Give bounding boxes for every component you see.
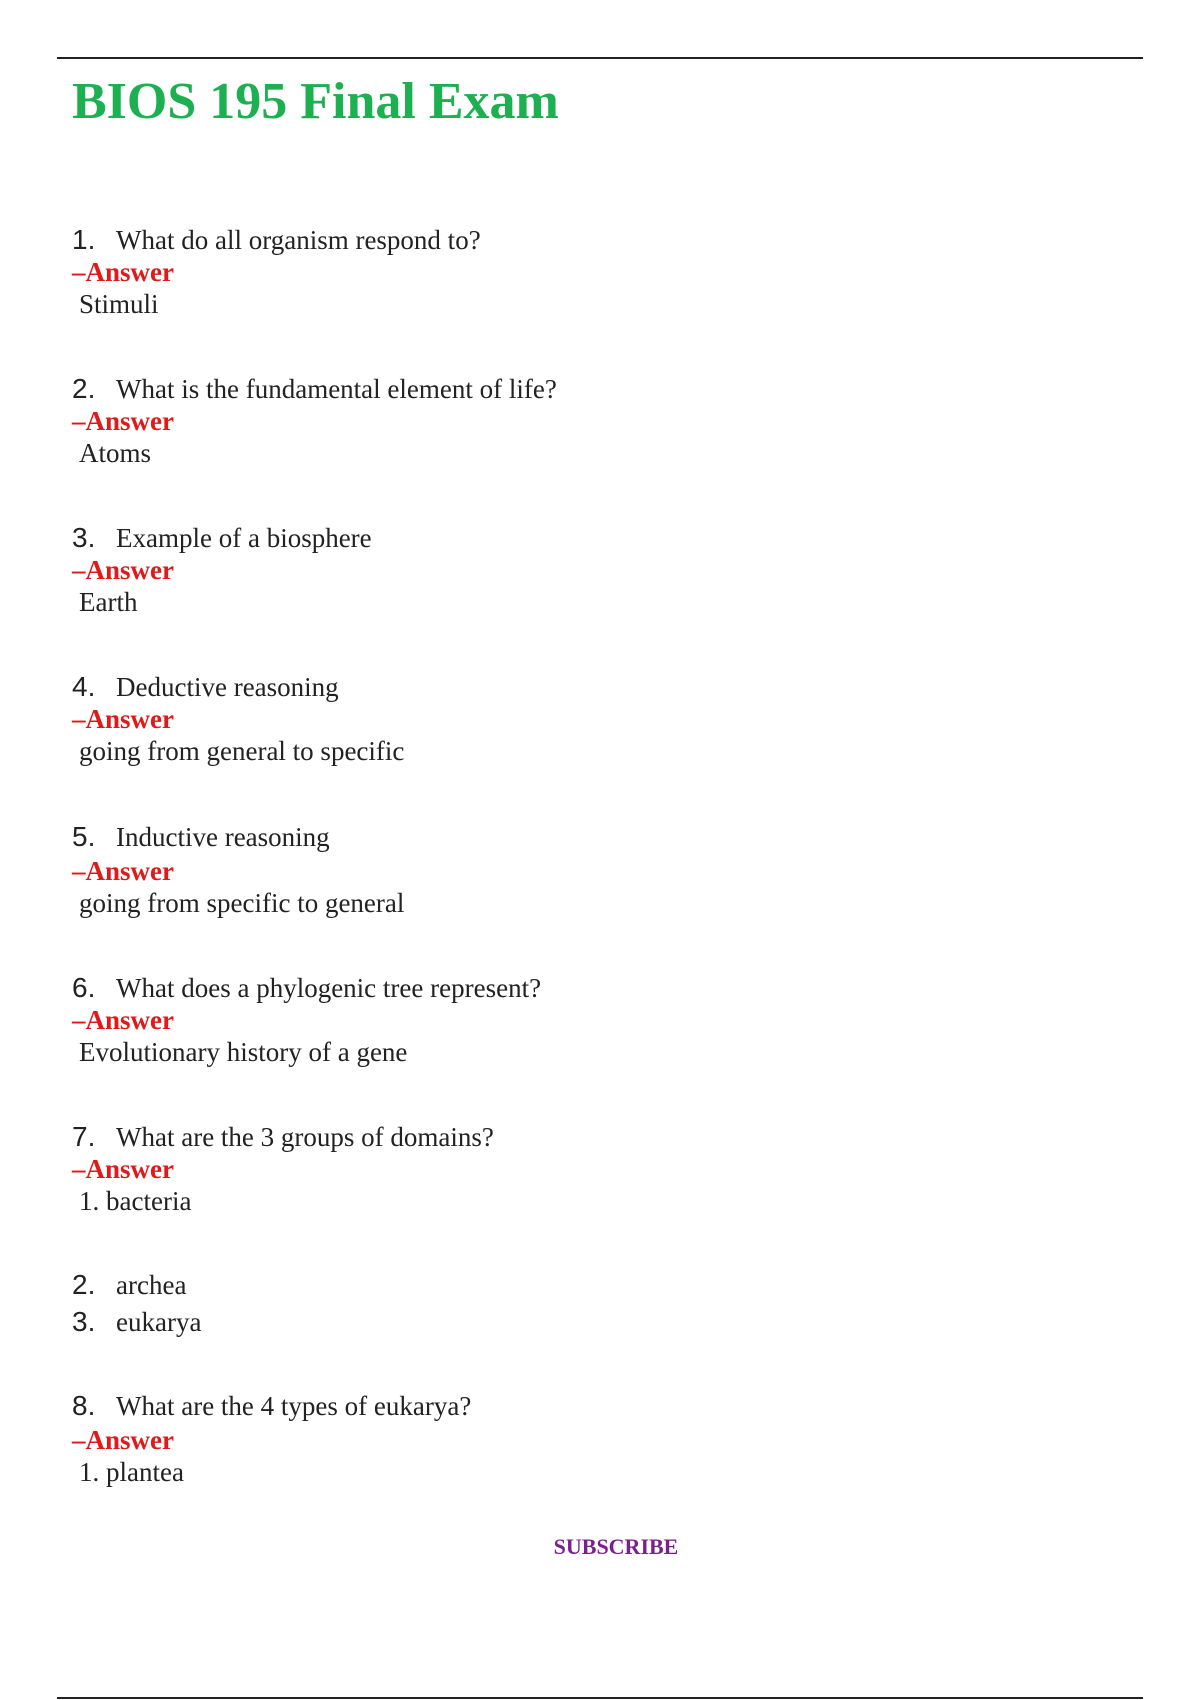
question-6 (72, 971, 541, 1005)
question-5 (72, 820, 330, 854)
question-4 (72, 670, 339, 704)
question-text: Example of a biosphere (116, 523, 372, 553)
answer-label: –Answer (72, 257, 174, 287)
answer-text: 1. plantea (79, 1457, 184, 1487)
answer-label: –Answer (72, 1154, 174, 1184)
question-text: What is the fundamental element of life? (116, 374, 557, 404)
list-number: 2. (72, 1269, 96, 1300)
question-text: What are the 4 types of eukarya? (116, 1391, 472, 1421)
answer-text: Stimuli (79, 289, 159, 319)
answer-label: –Answer (72, 406, 174, 436)
question-1 (72, 223, 481, 257)
question-number: 6. (72, 972, 96, 1003)
question-8 (72, 1389, 471, 1423)
question-text: What do all organism respond to? (116, 225, 481, 255)
question-number: 1. (72, 224, 96, 255)
answer-text: going from specific to general (79, 888, 405, 918)
bottom-rule (57, 1697, 1143, 1699)
answer-text: 1. bacteria (79, 1186, 192, 1216)
question-2 (72, 372, 557, 406)
answer-label: –Answer (72, 1005, 174, 1035)
top-rule (57, 57, 1143, 59)
page-title: BIOS 195 Final Exam (72, 73, 559, 130)
question-number: 8. (72, 1390, 96, 1421)
question-number: 4. (72, 671, 96, 702)
question-number: 3. (72, 522, 96, 553)
list-text: eukarya (116, 1307, 202, 1337)
answer-text: Atoms (79, 438, 152, 468)
question-text: What are the 3 groups of domains? (116, 1122, 494, 1152)
question-text: What does a phylogenic tree represent? (116, 973, 542, 1003)
answer-label: –Answer (72, 856, 174, 886)
question-number: 2. (72, 373, 96, 404)
question-3 (72, 521, 372, 555)
list-text: archea (116, 1270, 187, 1300)
subscribe-link[interactable]: SUBSCRIBE (553, 1534, 679, 1559)
list-number: 3. (72, 1306, 96, 1337)
answer-text: going from general to specific (79, 736, 405, 766)
answer-label: –Answer (72, 704, 174, 734)
question-7 (72, 1120, 494, 1154)
list-item-eukarya (72, 1305, 201, 1339)
question-number: 7. (72, 1121, 96, 1152)
answer-text: Earth (79, 587, 138, 617)
answer-label: –Answer (72, 555, 174, 585)
answer-text: Evolutionary history of a gene (79, 1037, 408, 1067)
question-number: 5. (72, 821, 96, 852)
question-text: Deductive reasoning (116, 672, 339, 702)
question-text: Inductive reasoning (116, 822, 330, 852)
answer-label: –Answer (72, 1425, 174, 1455)
list-item-archea (72, 1268, 186, 1302)
